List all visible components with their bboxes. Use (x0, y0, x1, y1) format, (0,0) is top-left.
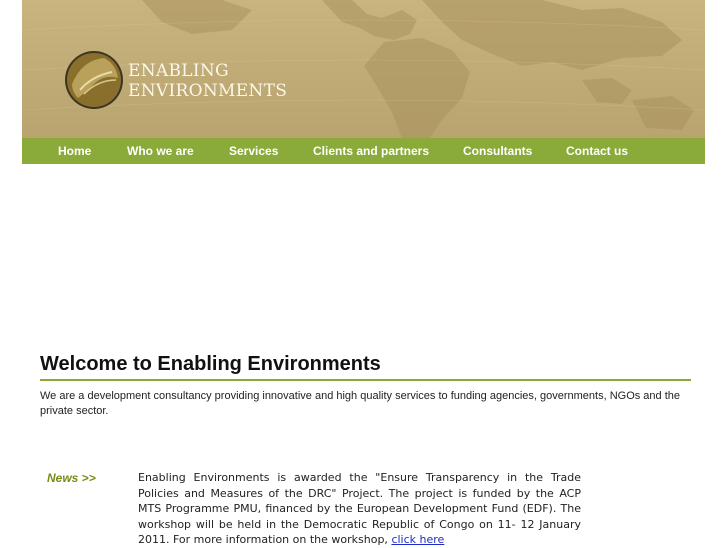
brand-line-1: ENABLING (128, 61, 229, 81)
world-map-graphic (22, 0, 705, 138)
brand-line-2: ENVIRONMENTS (128, 81, 288, 101)
main-nav (22, 138, 705, 164)
news-link[interactable]: click here (391, 533, 445, 546)
nav-services[interactable]: Services (229, 144, 279, 158)
news-item (138, 470, 581, 548)
page-title: Welcome to Enabling Environments (40, 353, 691, 381)
intro-text: We are a development consultancy providing innovative and high quality services to funding agencies, governments, NGOs and the private sector. (40, 390, 681, 417)
nav-consultants[interactable]: Consultants (463, 144, 533, 158)
header-banner (22, 0, 705, 138)
globe-logo-icon (64, 50, 124, 110)
nav-home[interactable]: Home (58, 144, 92, 158)
nav-who-we-are[interactable]: Who we are (127, 144, 194, 158)
brand-name[interactable] (128, 61, 287, 101)
page (22, 0, 705, 545)
news-body: Enabling Environments is awarded the "Ensure Transparency in the Trade Policies and Measures of the DRC" Project. The project is funded by the ACP MTS Programme PMU, financed by the European Development Fund (EDF). The workshop will be held in the Democratic Republic of Congo on 11- 12 January 2011. For more information on the workshop, (138, 471, 581, 546)
nav-contact-us[interactable]: Contact us (566, 144, 629, 158)
news-label: News >> (47, 471, 96, 485)
nav-clients-and-partners[interactable]: Clients and partners (313, 144, 430, 158)
